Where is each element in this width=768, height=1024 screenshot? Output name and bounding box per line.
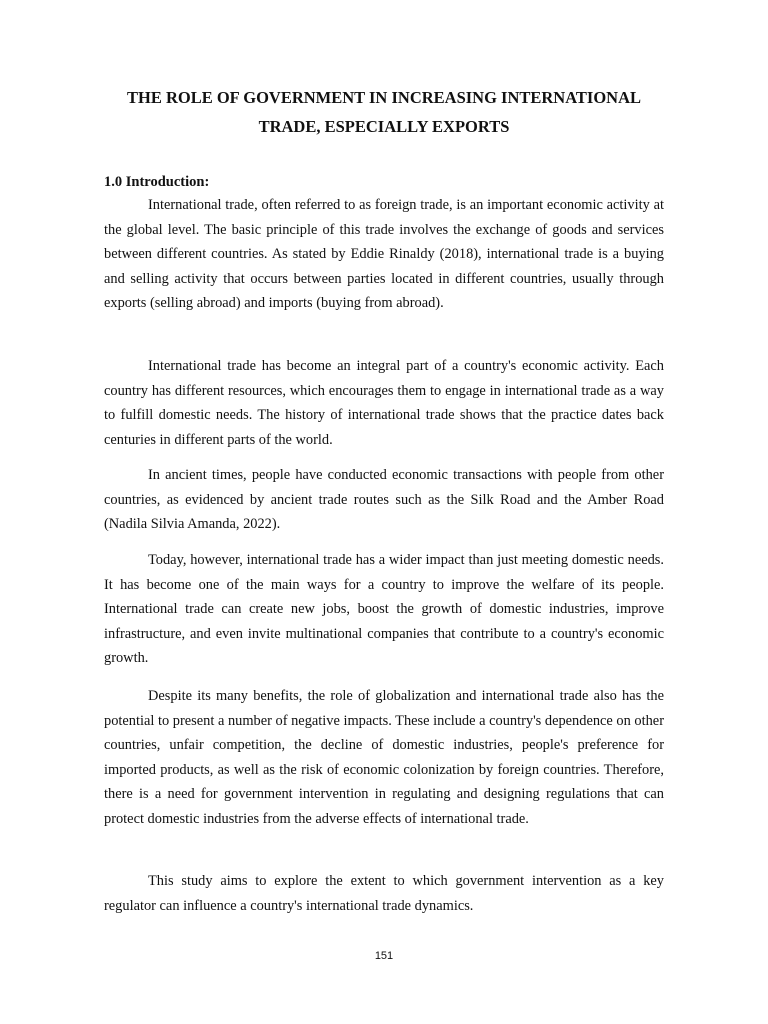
paragraph-2: International trade has become an integral part of a country's economic activity. Each country has different resources, which encourages them to engage in international trade as a way to fulfill domestic needs. The history of international trade shows that the practice dates back centuries in different parts of the world. bbox=[104, 358, 664, 448]
paragraph-5: Despite its many benefits, the role of globalization and international trade also has the potential to present a number of negative impacts. These include a country's dependence on other countries, unfair competition, the decline of domestic industries, people's preference for imported products, as well as the risk of economic colonization by foreign countries. Therefore, there is a need for government intervention in regulating and designing regulations that can protect domestic industries from the adverse effects of international trade. bbox=[104, 688, 664, 827]
paragraph-4: Today, however, international trade has a wider impact than just meeting domestic needs. It has become one of the main ways for a country to improve the welfare of its people. International trade can create new jobs, boost the growth of domestic industries, improve infrastructure, and even invite multinational companies that contribute to a country's economic growth. bbox=[104, 552, 664, 667]
title-line-2: TRADE, ESPECIALLY EXPORTS bbox=[258, 117, 510, 136]
page-number: 151 bbox=[374, 950, 394, 962]
paragraph-3: In ancient times, people have conducted economic transactions with people from other countries, as evidenced by ancient trade routes such as the Silk Road and the Amber Road (Nadila Silvia Amanda, 2022). bbox=[104, 467, 664, 533]
section-heading: 1.0 Introduction: bbox=[104, 174, 210, 190]
paragraph-1: International trade, often referred to as foreign trade, is an important economic activity at the global level. The basic principle of this trade involves the exchange of goods and services between different countries. As stated by Eddie Rinaldy (2018), international trade is a buying and selling activity that occurs between parties located in different countries, usually through exports (selling abroad) and imports (buying from abroad). bbox=[104, 197, 664, 312]
paragraph-6: This study aims to explore the extent to which government intervention as a key regulator can influence a country's international trade dynamics. bbox=[104, 873, 664, 914]
title-line-1: THE ROLE OF GOVERNMENT IN INCREASING INTERNATIONAL bbox=[126, 88, 642, 107]
